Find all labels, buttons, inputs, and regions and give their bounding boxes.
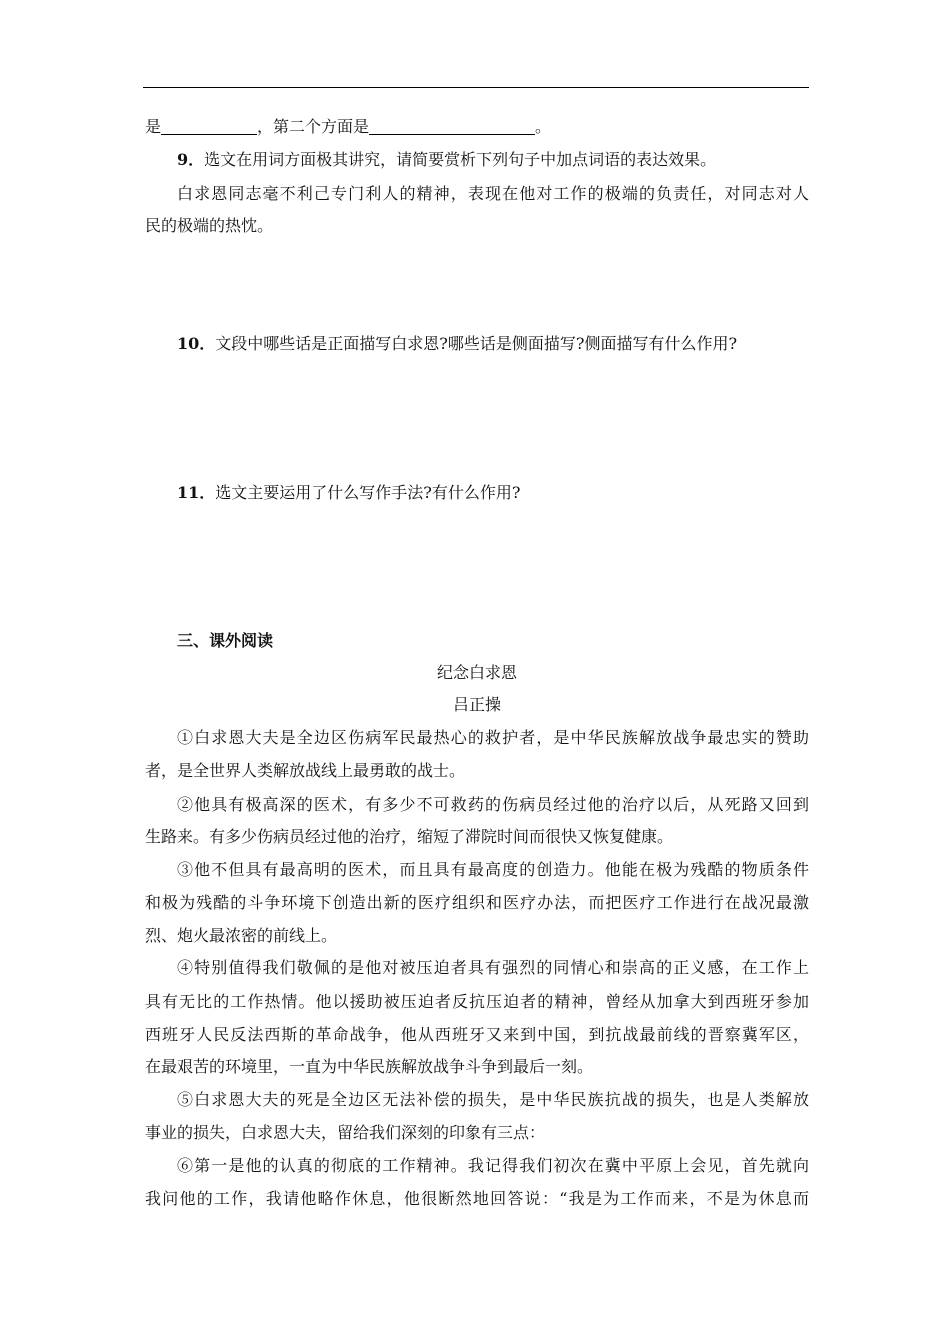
paragraph-5-line-2: 事业的损失，白求恩大夫，留给我们深刻的印象有三点：	[145, 1123, 546, 1142]
answer-blank-1[interactable]	[161, 118, 257, 135]
paragraph-4-line-3: 西班牙人民反法西斯的革命战争，他从西班牙又来到中国，到抗战最前线的晋察冀军区，	[145, 1025, 809, 1044]
question-10	[177, 334, 809, 354]
paragraph-4-line-4: 在最艰苦的环境里，一直为中华民族解放战争斗争到最后一刻。	[145, 1057, 594, 1076]
paragraph-5-line-1: ⑤白求恩大夫的死是全边区无法补偿的损失，是中华民族抗战的损失，也是人类解放	[177, 1090, 809, 1109]
article-title: 纪念白求恩	[436, 663, 517, 682]
prev-question-seg2: ，第二个方面是	[257, 117, 370, 136]
question-9-number: 9．	[177, 150, 205, 169]
article-author: 吕正操	[452, 695, 501, 714]
question-9-text: 选文在用词方面极其讲究，请简要赏析下列句子中加点词语的表达效果。	[204, 150, 717, 169]
header-rule	[143, 87, 809, 88]
prev-question-seg3: 。	[535, 117, 552, 136]
paragraph-1-line-1: ①白求恩大夫是全边区伤病军民最热心的救护者，是中华民族解放战争最忠实的赞助	[177, 728, 809, 747]
question-9-quote-line-1: 白求恩同志毫不利己专门利人的精神，表现在他对工作的极端的负责任，对同志对人	[177, 184, 809, 203]
prev-question-seg1: 是	[145, 117, 162, 136]
paragraph-4-line-2: 具有无比的工作热情。他以援助被压迫者反抗压迫者的精神，曾经从加拿大到西班牙参加	[145, 992, 809, 1011]
paragraph-2-line-1: ②他具有极高深的医术，有多少不可救药的伤病员经过他的治疗以后，从死路又回到	[177, 795, 809, 814]
paragraph-3-line-3: 烈、炮火最浓密的前线上。	[145, 926, 338, 945]
prev-question-line	[145, 117, 809, 137]
question-11-text: 选文主要运用了什么写作手法?有什么作用?	[215, 483, 521, 502]
paragraph-4-line-1: ④特别值得我们敬佩的是他对被压迫者具有强烈的同情心和崇高的正义感，在工作上	[177, 958, 809, 977]
paragraph-2-line-2: 生路来。有多少伤病员经过他的治疗，缩短了滞院时间而很快又恢复健康。	[145, 827, 674, 846]
paragraph-6-line-2: 我问他的工作，我请他略作休息，他很断然地回答说：“我是为工作而来，不是为休息而	[145, 1189, 809, 1208]
question-11	[177, 483, 809, 503]
question-10-number: 10．	[177, 334, 216, 353]
question-11-number: 11．	[177, 483, 216, 502]
paragraph-6-line-1: ⑥第一是他的认真的彻底的工作精神。我记得我们初次在冀中平原上会见，首先就向	[177, 1156, 809, 1175]
paragraph-3-line-1: ③他不但具有最高明的医术，而且具有最高度的创造力。他能在极为残酷的物质条件	[177, 860, 809, 879]
section-3-heading: 三、课外阅读	[177, 631, 274, 650]
question-9	[177, 150, 809, 170]
question-9-quote-line-2: 民的极端的热忱。	[145, 216, 274, 235]
paragraph-3-line-2: 和极为残酷的斗争环境下创造出新的医疗组织和医疗办法，而把医疗工作进行在战况最激	[145, 893, 809, 912]
answer-blank-2[interactable]	[369, 118, 535, 135]
paragraph-1-line-2: 者，是全世界人类解放战线上最勇敢的战士。	[145, 761, 466, 780]
question-10-text: 文段中哪些话是正面描写白求恩?哪些话是侧面描写?侧面描写有什么作用?	[215, 334, 738, 353]
